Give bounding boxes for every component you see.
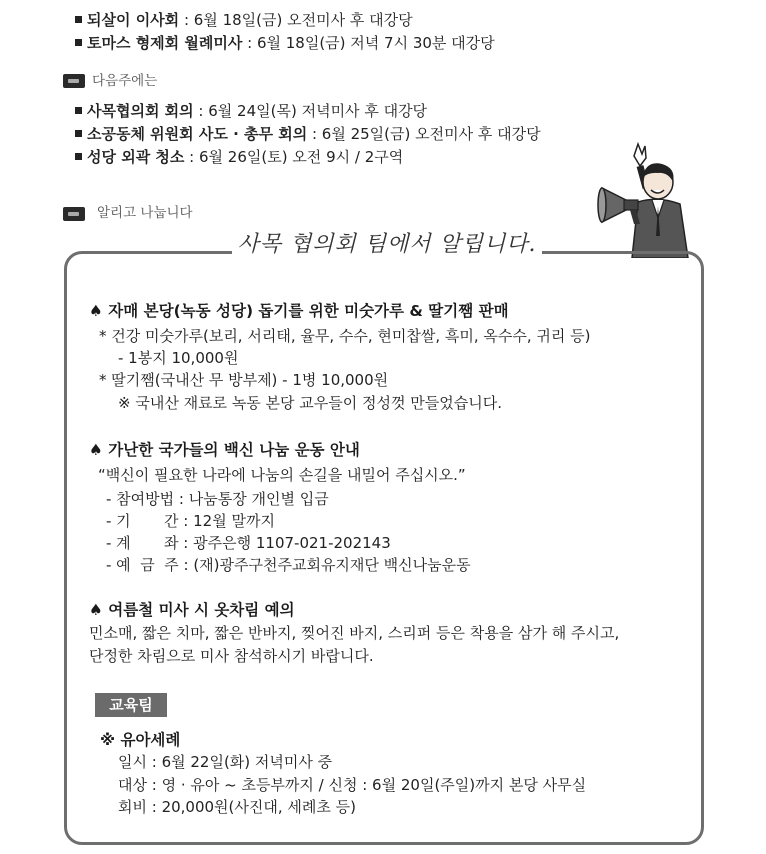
text-line: “백신이 필요한 나라에 나눔의 손길을 내밀어 주십시오.”	[98, 466, 466, 484]
list-item: 되살이 이사회 : 6월 18일(금) 오전미사 후 대강당	[75, 10, 413, 30]
text-line: - 1봉지 10,000원	[118, 349, 239, 367]
section-heading: ※ 유아세례	[100, 731, 181, 749]
section-label-next-week: 다음주에는	[92, 73, 158, 89]
list-item: 소공동체 위원회 사도 · 총무 회의 : 6월 25일(금) 오전미사 후 대강당	[75, 124, 541, 144]
education-team-tag: 교육팀	[95, 693, 167, 717]
text-line: * 건강 미숫가루(보리, 서리태, 율무, 수수, 현미찹쌀, 흑미, 옥수수, 귀리 등)	[99, 327, 591, 345]
text-line: - 계 좌 : 광주은행 1107-021-202143	[106, 534, 391, 552]
text-line: 일시 : 6월 22일(화) 저녁미사 중	[118, 753, 333, 771]
text-line: * 딸기쨈(국내산 무 방부제) - 1병 10,000원	[99, 371, 389, 389]
text-line: 회비 : 20,000원(사진대, 세례초 등)	[118, 798, 356, 816]
text-line: - 기 간 : 12월 말까지	[106, 512, 275, 530]
section-heading: ♠ 가난한 국가들의 백신 나눔 운동 안내	[89, 441, 360, 459]
square-bullet-icon	[75, 130, 82, 137]
text-line: 대상 : 영 · 유아 ~ 초등부까지 / 신청 : 6월 20일(주일)까지 본당 사무실	[118, 776, 587, 794]
megaphone-person-icon	[596, 140, 706, 258]
section-heading: ♠ 여름철 미사 시 옷차림 예의	[89, 601, 295, 619]
list-item: 성당 외곽 청소 : 6월 26일(토) 오전 9시 / 2구역	[75, 147, 403, 167]
notice-box-title: 사목 협의회 팀에서 알립니다.	[232, 225, 542, 265]
list-item: 사목협의회 회의 : 6월 24일(목) 저녁미사 후 대강당	[75, 101, 427, 121]
square-bullet-icon	[75, 39, 82, 46]
square-bullet-icon	[75, 16, 82, 23]
section-marker-icon	[63, 207, 85, 221]
section-label-notices: 알리고 나눕니다	[97, 205, 193, 221]
text-line: - 예 금 주 : (재)광주구천주교회유지재단 백신나눔운동	[106, 556, 471, 574]
section-marker-icon	[63, 74, 85, 88]
text-line: ※ 국내산 재료로 녹동 본당 교우들이 정성껏 만들었습니다.	[118, 394, 502, 412]
section-heading: ♠ 자매 본당(녹동 성당) 돕기를 위한 미숫가루 & 딸기쨈 판매	[89, 302, 509, 320]
text-line: - 참여방법 : 나눔통장 개인별 입금	[106, 490, 329, 508]
text-line: 민소매, 짧은 치마, 짧은 반바지, 찢어진 바지, 스리퍼 등은 착용을 삼가 해 주시고,	[89, 624, 620, 642]
list-item: 토마스 형제회 월례미사 : 6월 18일(금) 저녁 7시 30분 대강당	[75, 33, 495, 53]
square-bullet-icon	[75, 153, 82, 160]
text-line: 단정한 차림으로 미사 참석하시기 바랍니다.	[89, 647, 374, 665]
square-bullet-icon	[75, 107, 82, 114]
